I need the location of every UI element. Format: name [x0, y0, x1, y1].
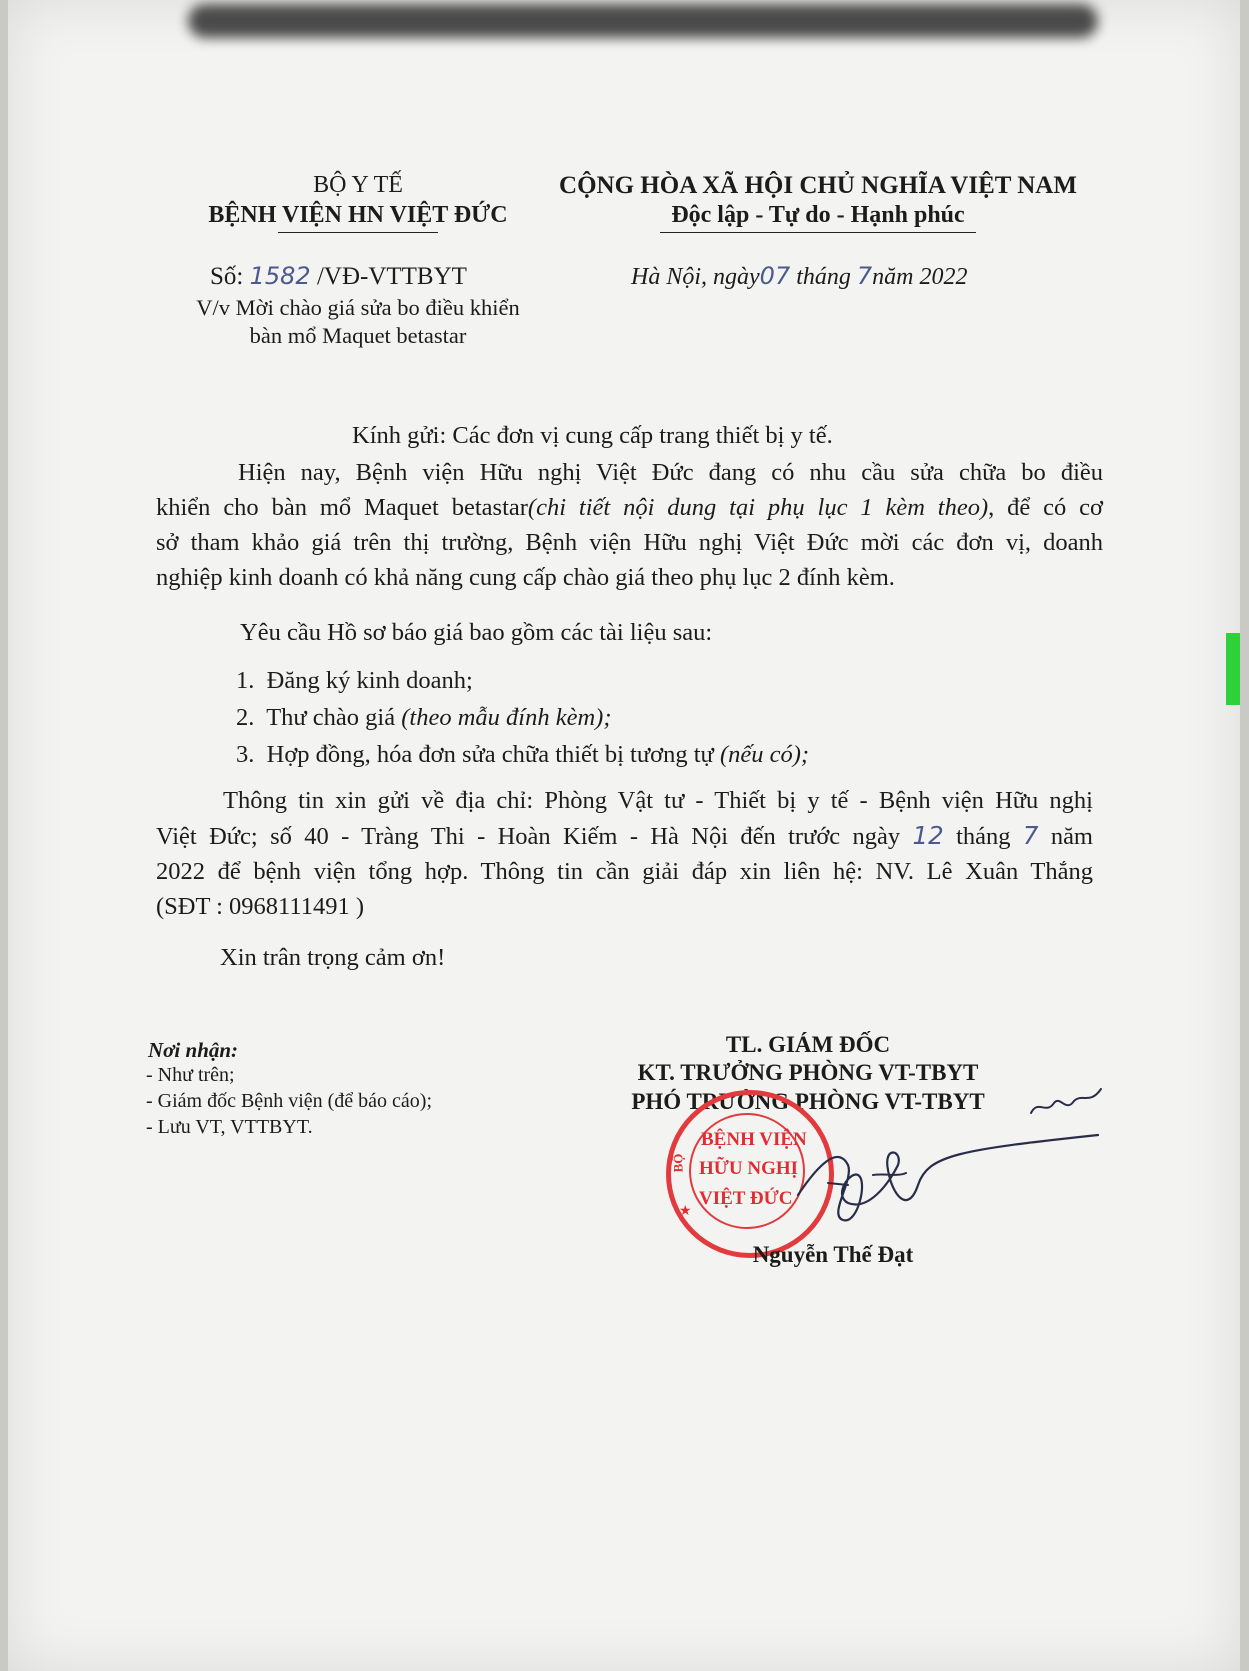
green-page-marker: [1226, 633, 1240, 705]
recipient-item: - Giám đốc Bệnh viện (để báo cáo);: [146, 1090, 433, 1112]
signature-line-2: KT. TRƯỞNG PHÒNG VT-TBYT: [637, 1060, 979, 1085]
subject-line-1: V/v Mời chào giá sửa bo điều khiển: [196, 295, 520, 320]
p1-line-2b: (chi tiết nội dung tại phụ lục 1 kèm theo): [527, 494, 989, 521]
p2-line-2: [156, 818, 1093, 854]
subject-line-2: bàn mổ Maquet betastar: [249, 323, 467, 348]
seal-line-3: VIỆT ĐỨC: [699, 1188, 793, 1209]
number-suffix: /VĐ-VTTBYT: [316, 263, 467, 290]
p2-month-handwritten: 7: [1022, 821, 1039, 850]
seal-side-text: BỘ: [670, 1153, 686, 1173]
requirement-item: [236, 663, 473, 698]
item-note: (theo mẫu đính kèm);: [401, 704, 612, 731]
p2-line-4: (SĐT : 0968111491 ): [156, 893, 365, 920]
p2-day-handwritten: 12: [912, 821, 944, 850]
item-number: 3.: [236, 741, 255, 768]
document-page: [8, 0, 1240, 1671]
p2-line-1: Thông tin xin gửi về địa chỉ: Phòng Vật tư - Thiết bị y tế - Bệnh viện Hữu nghị: [223, 787, 1093, 814]
item-text: Đăng ký kinh doanh;: [266, 667, 473, 694]
date-month: 7: [856, 262, 873, 290]
motto: Độc lập - Tự do - Hạnh phúc: [671, 202, 965, 228]
signer-name: Nguyễn Thế Đạt: [752, 1242, 914, 1267]
paragraph-2: [156, 783, 1093, 924]
item-text: Hợp đồng, hóa đơn sửa chữa thiết bị tương tự: [266, 741, 720, 768]
requirement-item: [236, 737, 809, 772]
date-place: Hà Nội, ngày: [631, 264, 760, 290]
p2-line-2a: Việt Đức; số 40 - Tràng Thi - Hoàn Kiếm - Hà Nội đến trước ngày: [156, 823, 901, 850]
p1-line-4: nghiệp kinh doanh có khả năng cung cấp chào giá theo phụ lục 2 đính kèm.: [156, 564, 895, 591]
hospital-underline: [278, 232, 438, 233]
handwritten-signature: [788, 1125, 1108, 1235]
p2-line-2b: tháng: [956, 823, 1011, 850]
p1-line-1: Hiện nay, Bệnh viện Hữu nghị Việt Đức đang có nhu cầu sửa chữa bo điều: [238, 459, 1103, 486]
seal-line-2: HỮU NGHỊ: [699, 1158, 799, 1179]
ministry-name: BỘ Y TẾ: [313, 172, 403, 198]
signature-line-1: TL. GIÁM ĐỐC: [725, 1032, 891, 1057]
redacted-header-strip: [188, 4, 1098, 38]
item-number: 1.: [236, 667, 255, 694]
salutation: Kính gửi: Các đơn vị cung cấp trang thiết bị y tế.: [352, 422, 833, 449]
recipient-item: - Như trên;: [146, 1064, 235, 1086]
item-number: 2.: [236, 704, 255, 731]
closing-thanks: Xin trân trọng cảm ơn!: [220, 944, 446, 971]
paragraph-1: [156, 455, 1103, 595]
p1-line-2c: , để có cơ: [988, 494, 1103, 521]
date-line: [631, 262, 968, 291]
number-prefix: Số:: [210, 263, 244, 290]
date-month-word: tháng: [796, 264, 851, 290]
item-note: (nếu có);: [719, 741, 810, 768]
p2-line-2c: năm: [1050, 823, 1093, 850]
seal-line-1: BỆNH VIỆN: [701, 1129, 807, 1150]
p2-line-3: 2022 để bệnh viện tổng hợp. Thông tin cần giải đáp xin liên hệ: NV. Lê Xuân Thắng: [156, 858, 1093, 885]
p1-line-3: sở tham khảo giá trên thị trường, Bệnh viện Hữu nghị Việt Đức mời các đơn vị, doanh: [156, 529, 1103, 556]
initial-scribble: [1026, 1085, 1106, 1125]
date-day: 07: [759, 262, 791, 290]
seal-star-icon: ★: [679, 1204, 692, 1219]
p1-line-2: [156, 490, 1103, 525]
signature-line-3: PHÓ TRƯỞNG PHÒNG VT-TBYT: [631, 1089, 985, 1114]
recipient-item: - Lưu VT, VTTBYT.: [146, 1116, 313, 1138]
number-handwritten: 1582: [249, 262, 311, 290]
requirements-intro: Yêu cầu Hồ sơ báo giá bao gồm các tài liệu sau:: [240, 619, 713, 646]
republic-title: CỘNG HÒA XÃ HỘI CHỦ NGHĨA VIỆT NAM: [559, 172, 1077, 199]
date-year: năm 2022: [872, 264, 968, 290]
motto-underline: [660, 232, 976, 233]
recipients-title: Nơi nhận:: [148, 1038, 239, 1062]
document-number: [210, 262, 467, 291]
requirement-item: [236, 700, 611, 735]
p1-line-2a: khiển cho bàn mổ Maquet betastar: [156, 494, 528, 521]
item-text: Thư chào giá: [266, 704, 402, 731]
hospital-name: BỆNH VIỆN HN VIỆT ĐỨC: [208, 202, 508, 228]
